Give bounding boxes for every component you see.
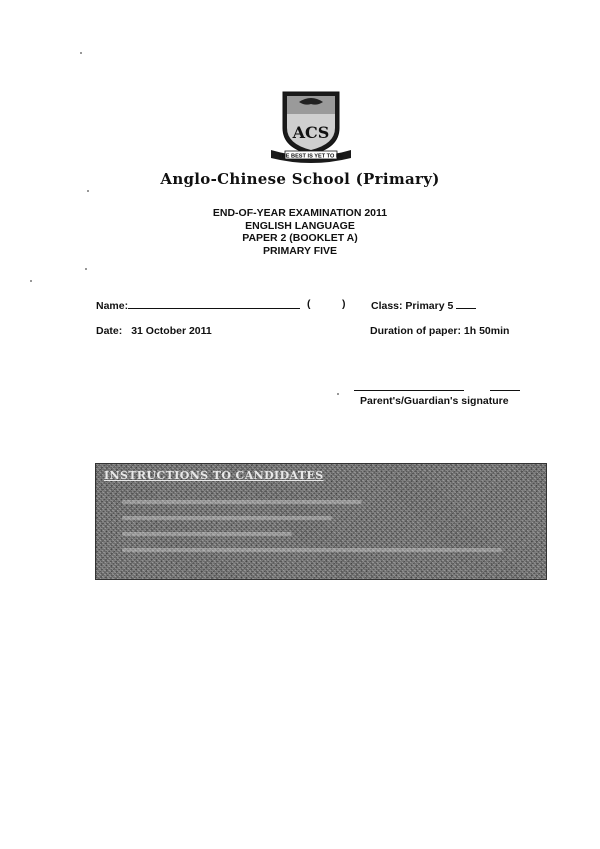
- crest-motto: THE BEST IS YET TO BE: [278, 153, 344, 160]
- instructions-line: [122, 532, 292, 536]
- school-name: Anglo-Chinese School (Primary): [160, 170, 440, 188]
- name-field: [96, 298, 300, 312]
- scan-speck: [30, 280, 32, 282]
- class-blank[interactable]: [456, 298, 476, 309]
- class-field: [371, 298, 476, 312]
- scan-speck: [87, 190, 89, 192]
- instructions-line: [122, 548, 502, 552]
- instructions-box: [95, 463, 547, 580]
- scan-speck: [337, 393, 339, 395]
- duration: Duration of paper: 1h 50min: [370, 325, 510, 337]
- instructions-title: INSTRUCTIONS TO CANDIDATES: [104, 469, 324, 482]
- signature-line-end: [490, 390, 520, 391]
- name-blank[interactable]: [128, 298, 300, 309]
- class-label: Class: Primary 5: [371, 300, 454, 312]
- exam-paper: PAPER 2 (BOOKLET A): [242, 232, 358, 244]
- exam-level: PRIMARY FIVE: [262, 244, 338, 257]
- instructions-line: [122, 500, 362, 504]
- exam-heading: [0, 207, 600, 257]
- instructions-line: [122, 516, 332, 520]
- signature-label: Parent's/Guardian's signature: [360, 395, 509, 407]
- signature-line[interactable]: [354, 390, 464, 391]
- date-value: 31 October 2011: [131, 325, 212, 337]
- crest-letters: ACS: [292, 123, 330, 142]
- date-label: Date:: [96, 325, 123, 337]
- scan-speck: [80, 52, 82, 54]
- index-close: ): [342, 298, 346, 310]
- scan-speck: [85, 268, 87, 270]
- exam-subject: ENGLISH LANGUAGE: [245, 219, 355, 232]
- name-label: Name:: [96, 300, 129, 312]
- date-field: [96, 325, 212, 337]
- exam-title: END-OF-YEAR EXAMINATION 2011: [212, 207, 388, 219]
- index-open: (: [307, 298, 311, 310]
- school-crest: [265, 88, 357, 166]
